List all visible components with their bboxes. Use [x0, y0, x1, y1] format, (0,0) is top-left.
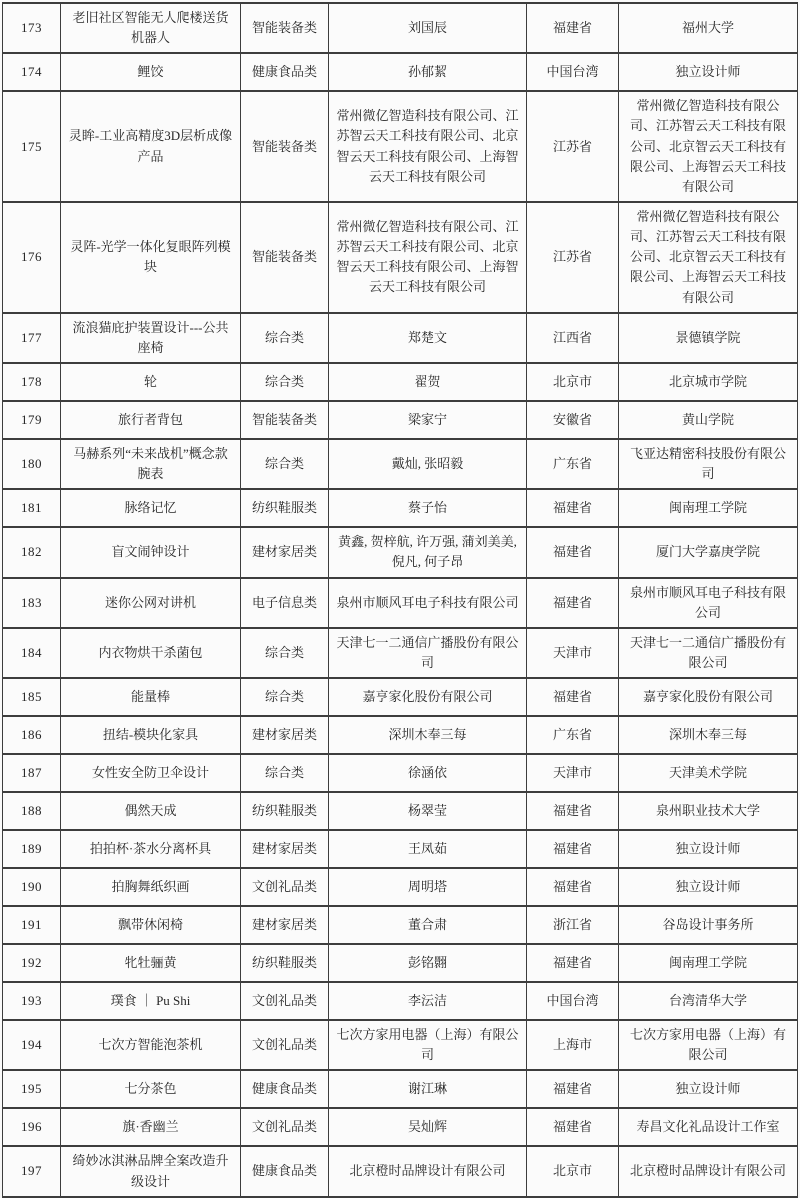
table-row [3, 578, 798, 628]
province-cell: 天津市 [527, 628, 619, 678]
entry-number-cell: 190 [3, 868, 61, 906]
organization-cell: 飞亚达精密科技股份有限公司 [619, 439, 798, 489]
award-entries-table [2, 2, 798, 1198]
province-cell: 中国台湾 [527, 53, 619, 91]
designer-cell: 杨翠莹 [329, 792, 527, 830]
table-row [3, 91, 798, 202]
entry-number-cell: 193 [3, 982, 61, 1020]
category-cell: 综合类 [241, 754, 329, 792]
entry-number-cell: 189 [3, 830, 61, 868]
designer-cell: 蔡子怡 [329, 489, 527, 527]
entry-number-cell: 197 [3, 1146, 61, 1196]
work-name-cell: 马赫系列“未来战机”概念款腕表 [61, 439, 241, 489]
organization-cell: 谷岛设计事务所 [619, 906, 798, 944]
table-row [3, 401, 798, 439]
entry-number-cell: 195 [3, 1070, 61, 1108]
table-row [3, 3, 798, 53]
table-row [3, 1108, 798, 1146]
organization-cell: 寿昌文化礼品设计工作室 [619, 1108, 798, 1146]
designer-cell: 孙郁絜 [329, 53, 527, 91]
work-name-cell: 内衣物烘干杀菌包 [61, 628, 241, 678]
category-cell: 综合类 [241, 313, 329, 363]
work-name-cell: 轮 [61, 363, 241, 401]
designer-cell: 深圳木奉三每 [329, 716, 527, 754]
organization-cell: 福州大学 [619, 3, 798, 53]
designer-cell: 梁家宁 [329, 401, 527, 439]
category-cell: 文创礼品类 [241, 1108, 329, 1146]
category-cell: 纺织鞋服类 [241, 792, 329, 830]
work-name-cell: 老旧社区智能无人爬楼送货机器人 [61, 3, 241, 53]
category-cell: 电子信息类 [241, 578, 329, 628]
work-name-cell: 牝牡骊黄 [61, 944, 241, 982]
designer-cell: 周明塔 [329, 868, 527, 906]
work-name-cell: 璞食 ｜ Pu Shi [61, 982, 241, 1020]
table-row [3, 792, 798, 830]
category-cell: 文创礼品类 [241, 982, 329, 1020]
organization-cell: 泉州职业技术大学 [619, 792, 798, 830]
province-cell: 福建省 [527, 527, 619, 577]
entry-number-cell: 192 [3, 944, 61, 982]
entry-number-cell: 184 [3, 628, 61, 678]
table-row [3, 944, 798, 982]
work-name-cell: 灵眸-工业高精度3D层析成像产品 [61, 91, 241, 202]
work-name-cell: 七次方智能泡茶机 [61, 1020, 241, 1070]
province-cell: 中国台湾 [527, 982, 619, 1020]
work-name-cell: 能量棒 [61, 678, 241, 716]
organization-cell: 厦门大学嘉庚学院 [619, 527, 798, 577]
table-row [3, 628, 798, 678]
table-row [3, 868, 798, 906]
province-cell: 福建省 [527, 792, 619, 830]
organization-cell: 北京橙时品牌设计有限公司 [619, 1146, 798, 1196]
organization-cell: 独立设计师 [619, 868, 798, 906]
category-cell: 健康食品类 [241, 1146, 329, 1196]
category-cell: 健康食品类 [241, 53, 329, 91]
category-cell: 智能装备类 [241, 202, 329, 313]
work-name-cell: 盲文闹钟设计 [61, 527, 241, 577]
designer-cell: 彭铭翾 [329, 944, 527, 982]
province-cell: 福建省 [527, 578, 619, 628]
entry-number-cell: 181 [3, 489, 61, 527]
entry-number-cell: 187 [3, 754, 61, 792]
province-cell: 福建省 [527, 944, 619, 982]
award-table-body [3, 3, 798, 1197]
organization-cell: 独立设计师 [619, 830, 798, 868]
organization-cell: 常州微亿智造科技有限公司、江苏智云天工科技有限公司、北京智云天工科技有限公司、上海智云天工科技有限公司 [619, 202, 798, 313]
entry-number-cell: 177 [3, 313, 61, 363]
category-cell: 文创礼品类 [241, 1020, 329, 1070]
entry-number-cell: 179 [3, 401, 61, 439]
entry-number-cell: 183 [3, 578, 61, 628]
work-name-cell: 飘带休闲椅 [61, 906, 241, 944]
table-row [3, 1070, 798, 1108]
organization-cell: 景德镇学院 [619, 313, 798, 363]
work-name-cell: 扭结-模块化家具 [61, 716, 241, 754]
work-name-cell: 拍拍杯·茶水分离杯具 [61, 830, 241, 868]
work-name-cell: 灵阵-光学一体化复眼阵列模块 [61, 202, 241, 313]
organization-cell: 闽南理工学院 [619, 944, 798, 982]
province-cell: 安徽省 [527, 401, 619, 439]
province-cell: 天津市 [527, 754, 619, 792]
organization-cell: 台湾清华大学 [619, 982, 798, 1020]
category-cell: 纺织鞋服类 [241, 489, 329, 527]
province-cell: 浙江省 [527, 906, 619, 944]
entry-number-cell: 185 [3, 678, 61, 716]
entry-number-cell: 176 [3, 202, 61, 313]
organization-cell: 天津七一二通信广播股份有限公司 [619, 628, 798, 678]
province-cell: 广东省 [527, 716, 619, 754]
work-name-cell: 旅行者背包 [61, 401, 241, 439]
designer-cell: 吴灿辉 [329, 1108, 527, 1146]
entry-number-cell: 194 [3, 1020, 61, 1070]
designer-cell: 李沄洁 [329, 982, 527, 1020]
province-cell: 江苏省 [527, 202, 619, 313]
table-row [3, 906, 798, 944]
province-cell: 福建省 [527, 1108, 619, 1146]
table-row [3, 527, 798, 577]
work-name-cell: 绮妙冰淇淋品牌全案改造升级设计 [61, 1146, 241, 1196]
table-row [3, 754, 798, 792]
work-name-cell: 脉络记忆 [61, 489, 241, 527]
designer-cell: 郑楚文 [329, 313, 527, 363]
category-cell: 智能装备类 [241, 3, 329, 53]
organization-cell: 泉州市顺风耳电子科技有限公司 [619, 578, 798, 628]
province-cell: 江苏省 [527, 91, 619, 202]
organization-cell: 闽南理工学院 [619, 489, 798, 527]
table-row [3, 439, 798, 489]
category-cell: 纺织鞋服类 [241, 944, 329, 982]
category-cell: 建材家居类 [241, 527, 329, 577]
designer-cell: 翟贺 [329, 363, 527, 401]
designer-cell: 天津七一二通信广播股份有限公司 [329, 628, 527, 678]
organization-cell: 天津美术学院 [619, 754, 798, 792]
designer-cell: 谢江琳 [329, 1070, 527, 1108]
category-cell: 智能装备类 [241, 91, 329, 202]
table-row [3, 313, 798, 363]
province-cell: 福建省 [527, 678, 619, 716]
designer-cell: 北京橙时品牌设计有限公司 [329, 1146, 527, 1196]
entry-number-cell: 175 [3, 91, 61, 202]
organization-cell: 深圳木奉三每 [619, 716, 798, 754]
province-cell: 江西省 [527, 313, 619, 363]
designer-cell: 常州微亿智造科技有限公司、江苏智云天工科技有限公司、北京智云天工科技有限公司、上海智云天工科技有限公司 [329, 91, 527, 202]
designer-cell: 刘国辰 [329, 3, 527, 53]
table-row [3, 1146, 798, 1196]
table-row [3, 982, 798, 1020]
entry-number-cell: 174 [3, 53, 61, 91]
work-name-cell: 女性安全防卫伞设计 [61, 754, 241, 792]
table-row [3, 716, 798, 754]
work-name-cell: 偶然天成 [61, 792, 241, 830]
province-cell: 福建省 [527, 830, 619, 868]
work-name-cell: 七分茶色 [61, 1070, 241, 1108]
category-cell: 智能装备类 [241, 401, 329, 439]
category-cell: 建材家居类 [241, 716, 329, 754]
organization-cell: 北京城市学院 [619, 363, 798, 401]
designer-cell: 董合肃 [329, 906, 527, 944]
designer-cell: 七次方家用电器（上海）有限公司 [329, 1020, 527, 1070]
province-cell: 北京市 [527, 363, 619, 401]
work-name-cell: 流浪猫庇护装置设计---公共座椅 [61, 313, 241, 363]
organization-cell: 独立设计师 [619, 1070, 798, 1108]
province-cell: 北京市 [527, 1146, 619, 1196]
designer-cell: 常州微亿智造科技有限公司、江苏智云天工科技有限公司、北京智云天工科技有限公司、上海智云天工科技有限公司 [329, 202, 527, 313]
category-cell: 综合类 [241, 628, 329, 678]
entry-number-cell: 173 [3, 3, 61, 53]
organization-cell: 嘉亨家化股份有限公司 [619, 678, 798, 716]
designer-cell: 泉州市顺风耳电子科技有限公司 [329, 578, 527, 628]
category-cell: 综合类 [241, 439, 329, 489]
category-cell: 综合类 [241, 363, 329, 401]
work-name-cell: 旗·香幽兰 [61, 1108, 241, 1146]
table-row [3, 202, 798, 313]
organization-cell: 常州微亿智造科技有限公司、江苏智云天工科技有限公司、北京智云天工科技有限公司、上海智云天工科技有限公司 [619, 91, 798, 202]
table-row [3, 363, 798, 401]
organization-cell: 七次方家用电器（上海）有限公司 [619, 1020, 798, 1070]
designer-cell: 戴灿, 张昭毅 [329, 439, 527, 489]
category-cell: 建材家居类 [241, 830, 329, 868]
category-cell: 建材家居类 [241, 906, 329, 944]
work-name-cell: 鲤饺 [61, 53, 241, 91]
organization-cell: 独立设计师 [619, 53, 798, 91]
province-cell: 福建省 [527, 3, 619, 53]
entry-number-cell: 188 [3, 792, 61, 830]
table-row [3, 489, 798, 527]
entry-number-cell: 196 [3, 1108, 61, 1146]
entry-number-cell: 186 [3, 716, 61, 754]
designer-cell: 黄鑫, 贺梓航, 许万强, 蒲刘美美, 倪凡, 何子昂 [329, 527, 527, 577]
table-row [3, 830, 798, 868]
organization-cell: 黄山学院 [619, 401, 798, 439]
designer-cell: 嘉亨家化股份有限公司 [329, 678, 527, 716]
province-cell: 福建省 [527, 1070, 619, 1108]
table-row [3, 53, 798, 91]
designer-cell: 王凤茹 [329, 830, 527, 868]
entry-number-cell: 180 [3, 439, 61, 489]
province-cell: 广东省 [527, 439, 619, 489]
province-cell: 福建省 [527, 489, 619, 527]
work-name-cell: 迷你公网对讲机 [61, 578, 241, 628]
entry-number-cell: 178 [3, 363, 61, 401]
work-name-cell: 拍胸舞纸织画 [61, 868, 241, 906]
designer-cell: 徐涵依 [329, 754, 527, 792]
category-cell: 文创礼品类 [241, 868, 329, 906]
table-row [3, 678, 798, 716]
province-cell: 福建省 [527, 868, 619, 906]
entry-number-cell: 191 [3, 906, 61, 944]
table-row [3, 1020, 798, 1070]
province-cell: 上海市 [527, 1020, 619, 1070]
category-cell: 健康食品类 [241, 1070, 329, 1108]
category-cell: 综合类 [241, 678, 329, 716]
entry-number-cell: 182 [3, 527, 61, 577]
